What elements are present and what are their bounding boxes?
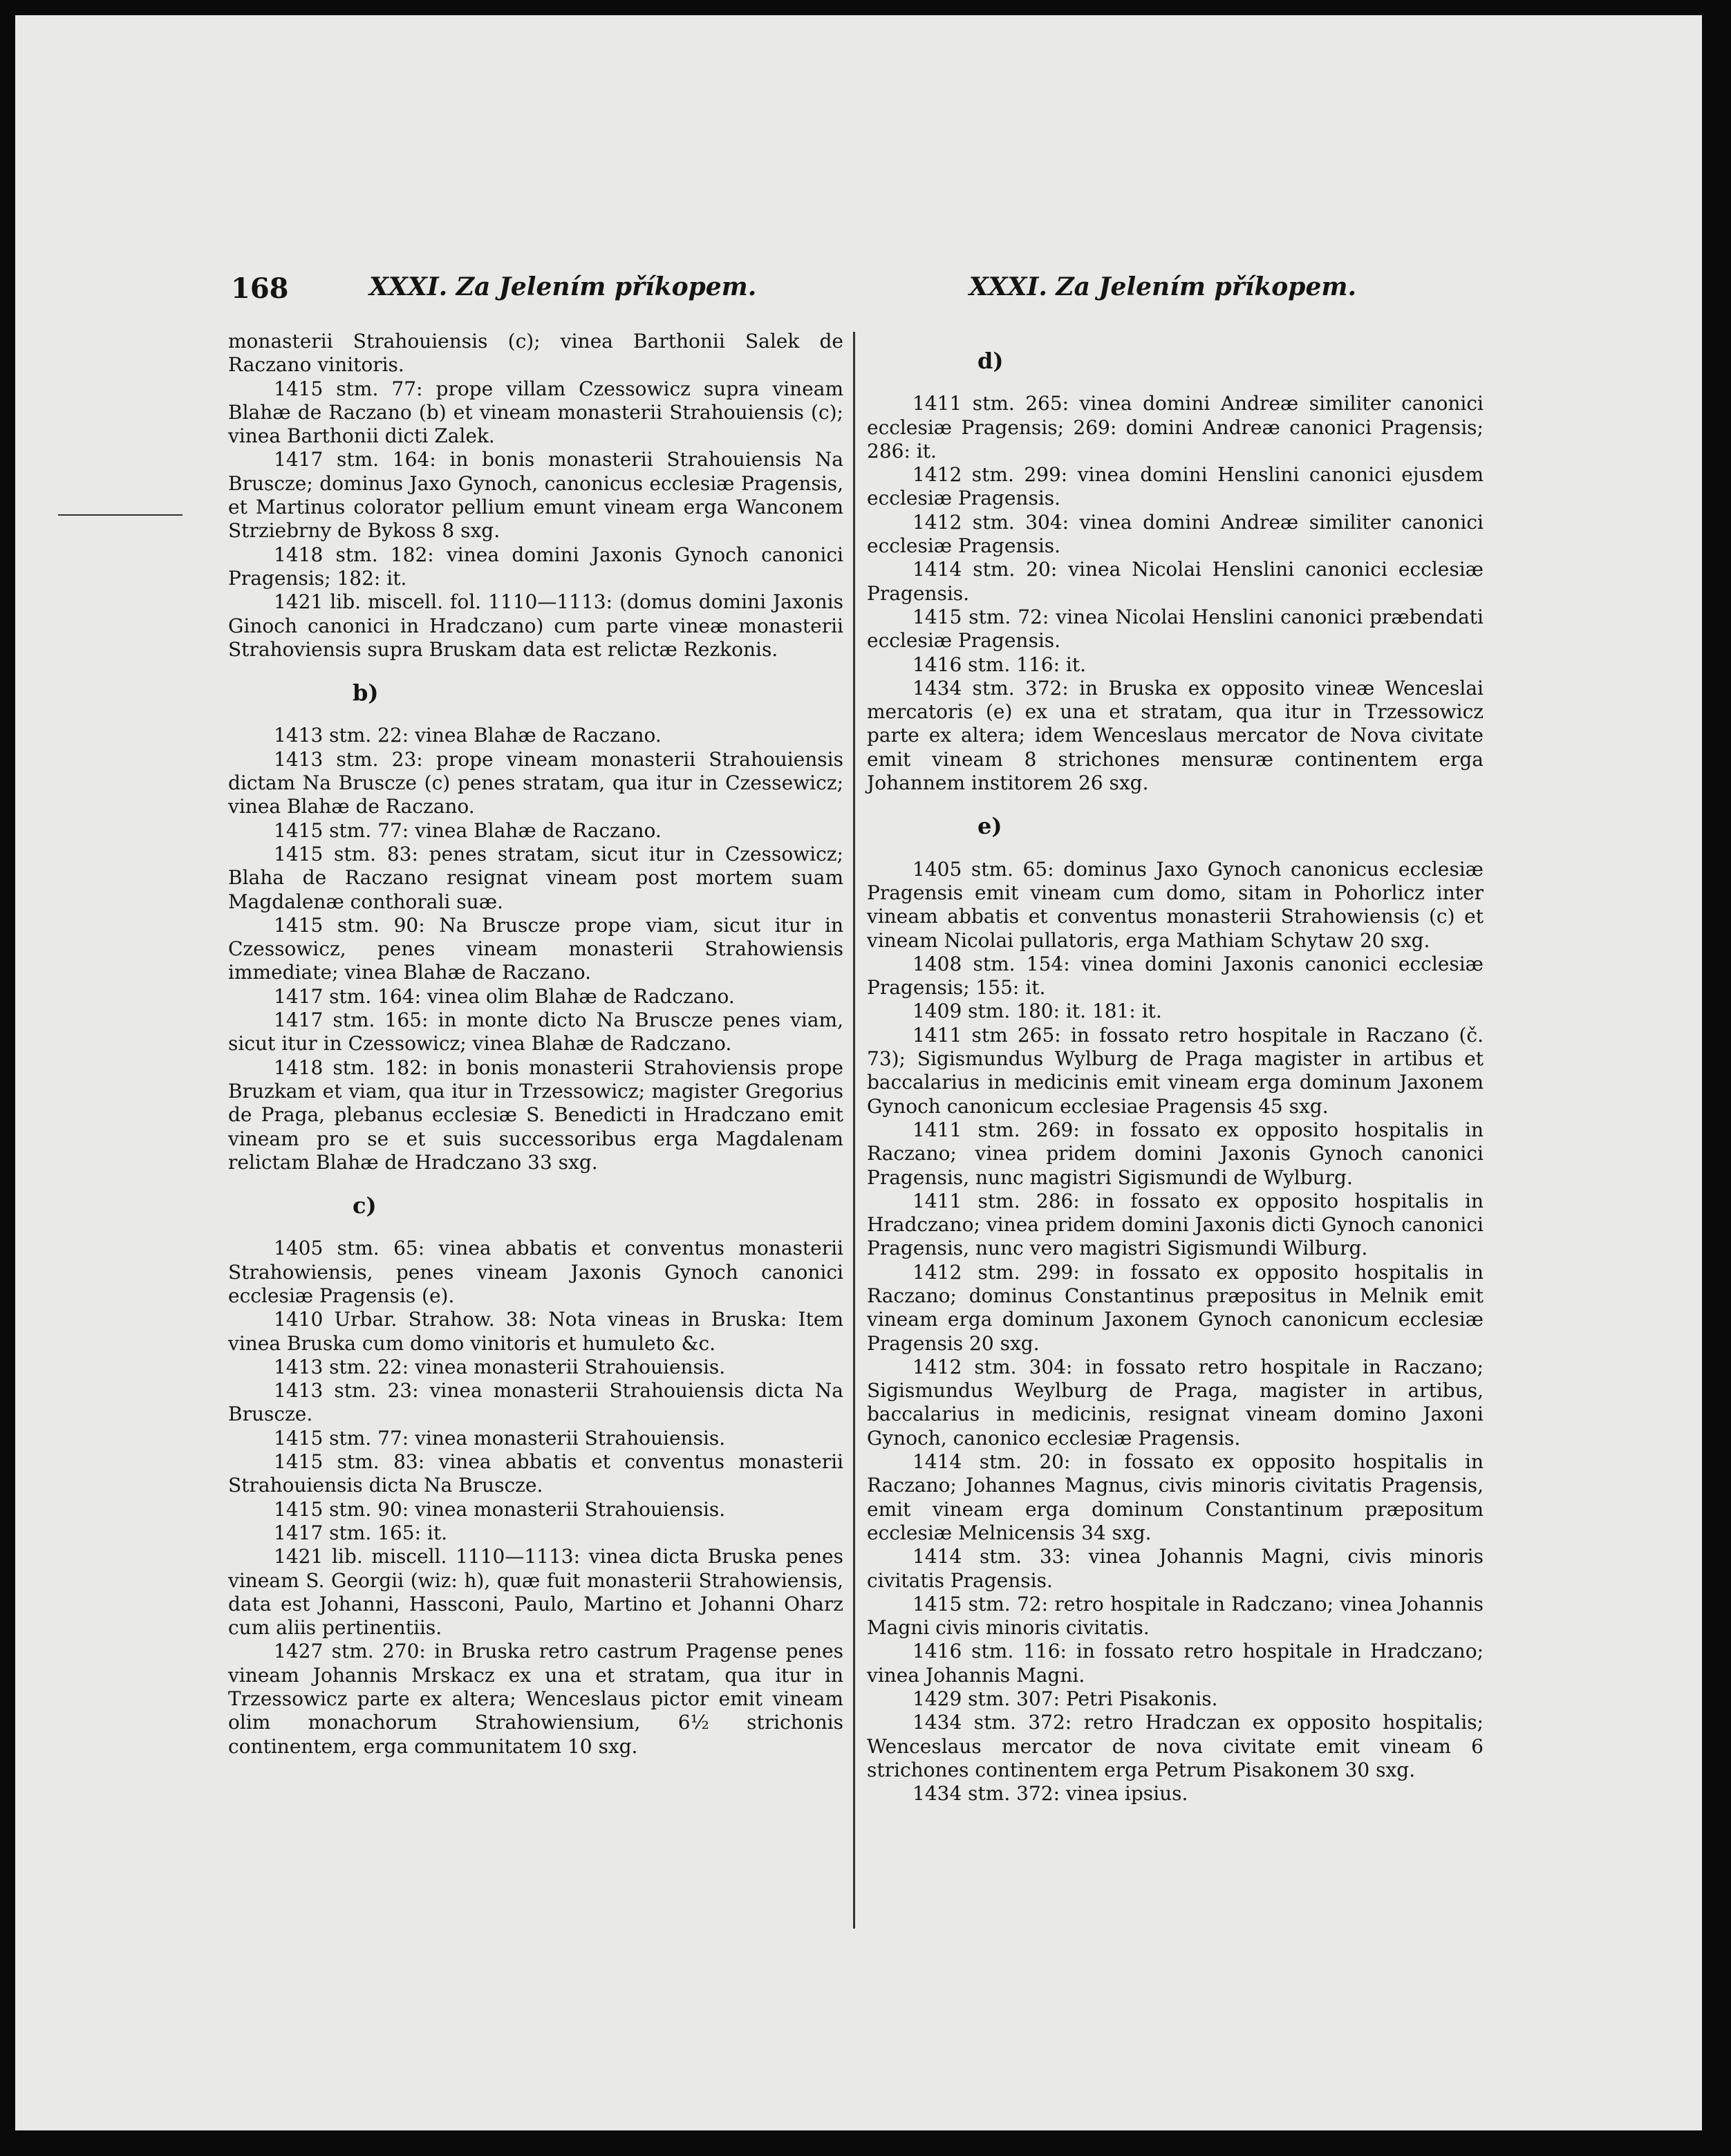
entry-paragraph: 1413 stm. 22: vinea Blahæ de Raczano. (274, 724, 662, 747)
entry-paragraph: monasterii Strahouiensis (c); vinea Barthonii Salek de Raczano vinitoris. (228, 330, 843, 377)
page-number: 168 (231, 272, 289, 305)
section-heading: e) (977, 813, 1002, 840)
page-header (15, 272, 1702, 307)
entry-paragraph: 1417 stm. 165: in monte dicto Na Bruscze penes viam, sicut itur in Czessowicz; vinea Blahæ de Radczano. (228, 1009, 843, 1056)
entry-paragraph: 1405 stm. 65: dominus Jaxo Gynoch canonicus ecclesiæ Pragensis emit vineam cum domo, sitam in Pohorlicz inter vineam abbatis et conventus monasterii Strahowiensis (c) et vineam Nicolai pullatoris, erga Mathiam Schytaw 20 sxg. (867, 857, 1484, 952)
entry-paragraph: 1416 stm. 116: in fossato retro hospitale in Hradczano; vinea Johannis Magni. (867, 1640, 1484, 1687)
entry-paragraph: 1417 stm. 165: it. (274, 1521, 448, 1544)
entry-paragraph: 1434 stm. 372: retro Hradczan ex opposito hospitalis; Wenceslaus mercator de nova civitate emit vineam 6 strichones continentem erga Petrum Pisakonem 30 sxg. (867, 1711, 1484, 1781)
entry-paragraph: 1409 stm. 180: it. 181: it. (913, 1000, 1162, 1023)
entry-paragraph: 1410 Urbar. Strahow. 38: Nota vineas in Bruska: Item vinea Bruska cum domo vinitoris et humuleto &c. (228, 1308, 843, 1355)
entry-paragraph: 1413 stm. 22: vinea monasterii Strahouiensis. (274, 1355, 726, 1378)
entry-paragraph: 1421 lib. miscell. fol. 1110—1113: (domus domini Jaxonis Ginoch canonici in Hradczano) cum parte vineæ monasterii Strahoviensis supra Bruskam data est relictæ Rezkonis. (228, 590, 843, 661)
entry-paragraph: 1415 stm. 83: penes stratam, sicut itur in Czessowicz; Blaha de Raczano resignat vineam post mortem suam Magdalenæ conthorali suæ. (228, 842, 843, 913)
section-heading: d) (977, 348, 1004, 374)
entry-paragraph: 1434 stm. 372: vinea ipsius. (913, 1782, 1188, 1806)
entry-paragraph: 1416 stm. 116: it. (913, 653, 1087, 676)
column-rule (853, 332, 855, 1929)
entry-paragraph: 1413 stm. 23: prope vineam monasterii Strahouiensis dictam Na Bruscze (c) penes stratam, qua itur in Czessewicz; vinea Blahæ de Raczano. (228, 747, 843, 818)
entry-paragraph: 1412 stm. 304: vinea domini Andreæ similiter canonici ecclesiæ Pragensis. (867, 510, 1484, 558)
running-head-left: XXXI. Za Jelením příkopem. (369, 272, 757, 301)
entry-paragraph: 1415 stm. 72: vinea Nicolai Henslini canonici præbendati ecclesiæ Pragensis. (867, 605, 1484, 653)
right-column (867, 330, 1484, 1806)
entry-paragraph: 1415 stm. 77: vinea Blahæ de Raczano. (274, 818, 662, 842)
entry-paragraph: 1411 stm. 286: in fossato ex opposito hospitalis in Hradczano; vinea pridem domini Jaxonis dicti Gynoch canonici Pragensis, nunc vero magistri Sigismundi Wilburg. (867, 1189, 1484, 1260)
running-head-right: XXXI. Za Jelením příkopem. (969, 272, 1356, 301)
entry-paragraph: 1427 stm. 270: in Bruska retro castrum Pragense penes vineam Johannis Mrskacz ex una et stratam, qua itur in Trzessowicz parte ex altera; Wenceslaus pictor emit vineam olim monachorum Strahowiensium, 6½ strichonis continentem, erga communitatem 10 sxg. (228, 1640, 843, 1758)
left-column (228, 330, 843, 1759)
entry-paragraph: 1412 stm. 299: in fossato ex opposito hospitalis in Raczano; dominus Constantinus præpositus in Melnik emit vineam erga dominum Jaxonem Gynoch canonicum ecclesiæ Pragensis 20 sxg. (867, 1260, 1484, 1355)
entry-paragraph: 1415 stm. 83: vinea abbatis et conventus monasterii Strahouiensis dicta Na Bruscze. (228, 1450, 843, 1497)
section-heading: c) (353, 1192, 377, 1219)
entry-paragraph: 1413 stm. 23: vinea monasterii Strahouiensis dicta Na Bruscze. (228, 1379, 843, 1426)
entry-paragraph: 1415 stm. 90: Na Bruscze prope viam, sicut itur in Czessowicz, penes vineam monasterii Strahowiensis immediate; vinea Blahæ de Raczano. (228, 913, 843, 984)
margin-mark (58, 514, 183, 516)
entry-paragraph: 1415 stm. 72: retro hospitale in Radczano; vinea Johannis Magni civis minoris civitatis. (867, 1592, 1484, 1640)
entry-paragraph: 1434 stm. 372: in Bruska ex opposito vineæ Wenceslai mercatoris (e) ex una et stratam, qua itur in Trzessowicz parte ex altera; idem Wenceslaus mercator de Nova civitate emit vineam 8 strichones mensuræ continentem erga Johannem institorem 26 sxg. (867, 676, 1484, 795)
entry-paragraph: 1415 stm. 77: vinea monasterii Strahouiensis. (274, 1426, 726, 1450)
entry-paragraph: 1412 stm. 304: in fossato retro hospitale in Raczano; Sigismundus Weylburg de Praga, magister in artibus, baccalarius in medicinis, resignat vineam domino Jaxoni Gynoch, canonico ecclesiæ Pragensis. (867, 1355, 1484, 1450)
entry-paragraph: 1418 stm. 182: vinea domini Jaxonis Gynoch canonici Pragensis; 182: it. (228, 543, 843, 590)
entry-paragraph: 1417 stm. 164: vinea olim Blahæ de Radczano. (274, 984, 735, 1008)
entry-paragraph: 1421 lib. miscell. 1110—1113: vinea dicta Bruska penes vineam S. Georgii (wiz: h), quæ fuit monasterii Strahowiensis, data est Johanni, Hassconi, Paulo, Martino et Johanni Oharz cum aliis pertinentiis. (228, 1545, 843, 1640)
entry-paragraph: 1414 stm. 20: in fossato ex opposito hospitalis in Raczano; Johannes Magnus, civis minoris civitatis Pragensis, emit vineam erga dominum Constantinum præpositum ecclesiæ Melnicensis 34 sxg. (867, 1450, 1484, 1544)
entry-paragraph: 1414 stm. 33: vinea Johannis Magni, civis minoris civitatis Pragensis. (867, 1545, 1484, 1592)
entry-paragraph: 1411 stm. 265: vinea domini Andreæ similiter canonici ecclesiæ Pragensis; 269: domini Andreæ canonici Pragensis; 286: it. (867, 392, 1484, 462)
entry-paragraph: 1418 stm. 182: in bonis monasterii Strahoviensis prope Bruzkam et viam, qua itur in Trzessowicz; magister Gregorius de Praga, plebanus ecclesiæ S. Benedicti in Hradczano emit vineam pro se et suis successoribus erga Magdalenam relictam Blahæ de Hradczano 33 sxg. (228, 1056, 843, 1174)
entry-paragraph: 1411 stm 265: in fossato retro hospitale in Raczano (č. 73); Sigismundus Wylburg de Praga magister in artibus et baccalarius in medicinis emit vineam erga dominum Jaxonem Gynoch canonicum ecclesiae Pragensis 45 sxg. (867, 1023, 1484, 1118)
entry-paragraph: 1429 stm. 307: Petri Pisakonis. (913, 1687, 1218, 1711)
section-heading: b) (353, 679, 379, 706)
entry-paragraph: 1417 stm. 164: in bonis monasterii Strahouiensis Na Bruscze; dominus Jaxo Gynoch, canonicus ecclesiæ Pragensis, et Martinus colorator pellium emunt vineam erga Wanconem Strziebrny de Bykoss 8 sxg. (228, 448, 843, 543)
document-page (15, 15, 1702, 2130)
entry-paragraph: 1411 stm. 269: in fossato ex opposito hospitalis in Raczano; vinea pridem domini Jaxonis Gynoch canonici Pragensis, nunc magistri Sigismundi de Wylburg. (867, 1118, 1484, 1189)
entry-paragraph: 1405 stm. 65: vinea abbatis et conventus monasterii Strahowiensis, penes vineam Jaxonis Gynoch canonici ecclesiæ Pragensis (e). (228, 1237, 843, 1307)
entry-paragraph: 1412 stm. 299: vinea domini Henslini canonici ejusdem ecclesiæ Pragensis. (867, 463, 1484, 510)
entry-paragraph: 1414 stm. 20: vinea Nicolai Henslini canonici ecclesiæ Pragensis. (867, 558, 1484, 605)
entry-paragraph: 1415 stm. 90: vinea monasterii Strahouiensis. (274, 1497, 726, 1521)
entry-paragraph: 1415 stm. 77: prope villam Czessowicz supra vineam Blahæ de Raczano (b) et vineam monasterii Strahouiensis (c); vinea Barthonii dicti Zalek. (228, 377, 843, 448)
entry-paragraph: 1408 stm. 154: vinea domini Jaxonis canonici ecclesiæ Pragensis; 155: it. (867, 952, 1484, 1000)
